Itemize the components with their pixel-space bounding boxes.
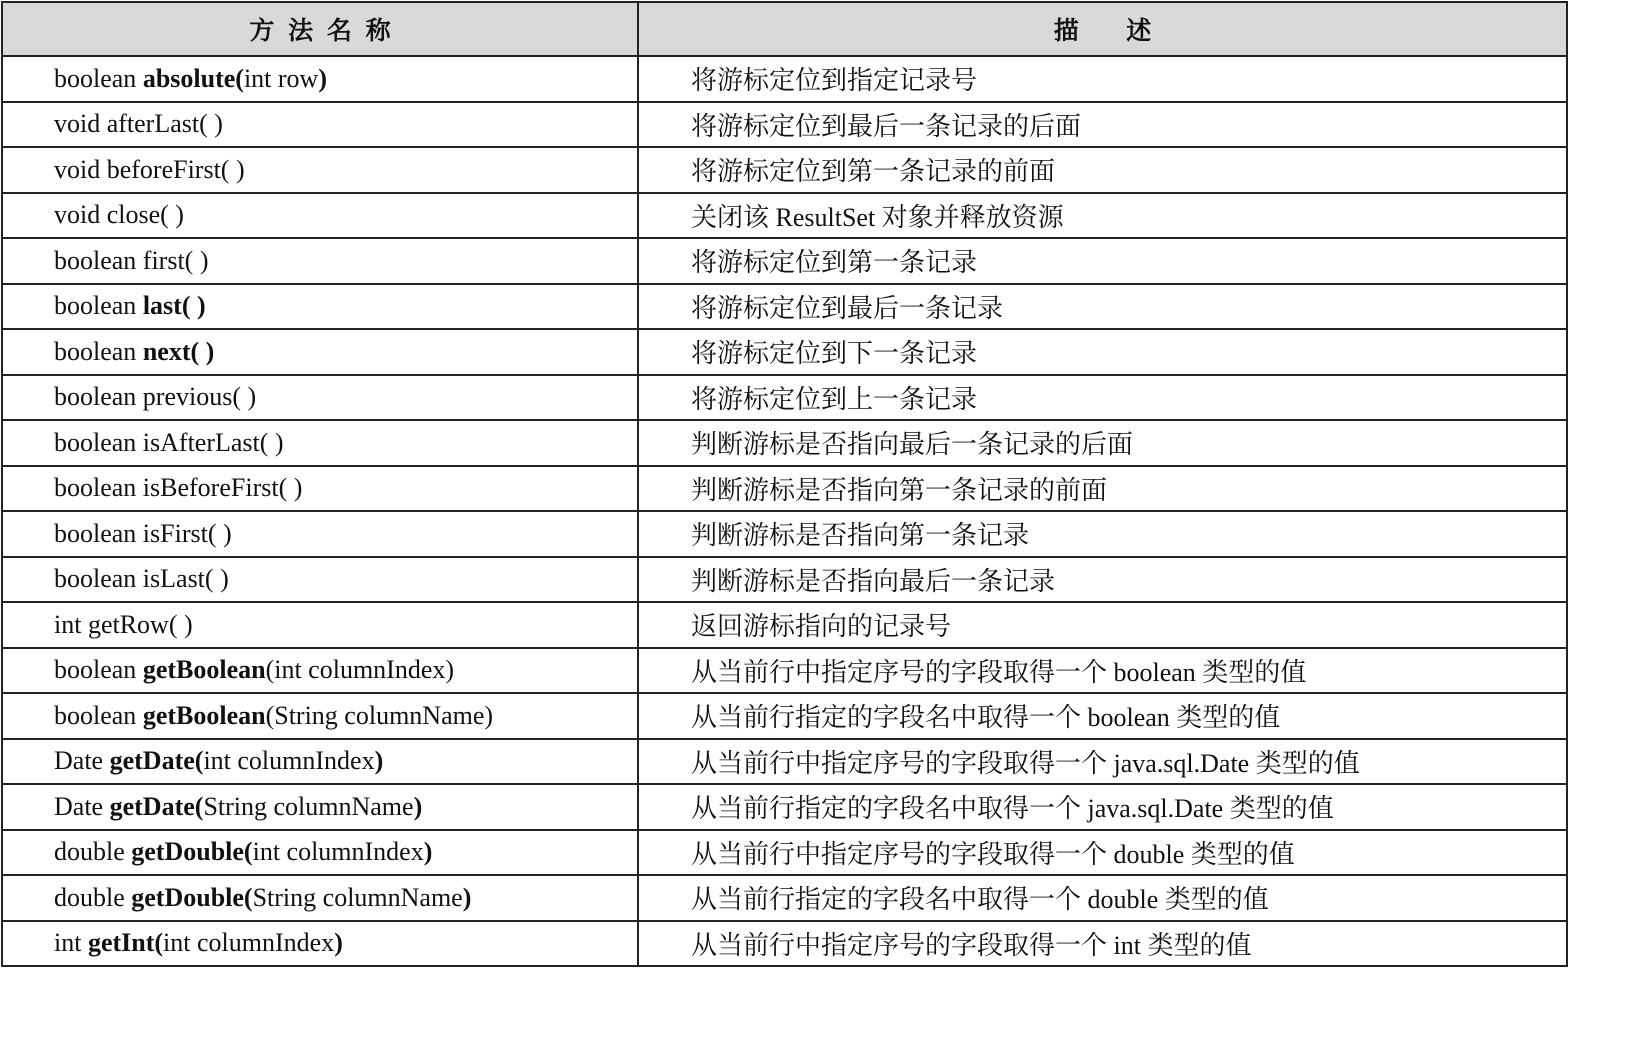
method-signature-bold-part: getDate( bbox=[109, 746, 204, 776]
method-signature-cell bbox=[2, 420, 638, 466]
method-signature-cell bbox=[2, 875, 638, 921]
method-signature-bold-part: ) bbox=[318, 63, 327, 93]
method-signature-part: void beforeFirst( ) bbox=[54, 154, 245, 184]
method-description-cell: 将游标定位到第一条记录 bbox=[638, 238, 1567, 284]
table-row bbox=[2, 875, 1567, 921]
method-description-cell: 将游标定位到下一条记录 bbox=[638, 329, 1567, 375]
method-signature-cell bbox=[2, 739, 638, 785]
method-description-cell: 判断游标是否指向最后一条记录的后面 bbox=[638, 420, 1567, 466]
description-column-header: 描述 bbox=[638, 2, 1567, 56]
table-row bbox=[2, 56, 1567, 102]
method-signature-part: boolean isBeforeFirst( ) bbox=[54, 473, 303, 503]
table-row bbox=[2, 329, 1567, 375]
table-row bbox=[2, 693, 1567, 739]
method-signature-part: double bbox=[54, 837, 132, 867]
table-row bbox=[2, 238, 1567, 284]
resultset-methods-table bbox=[1, 1, 1568, 967]
method-signature-bold-part: getDouble( bbox=[131, 837, 253, 867]
method-signature-cell bbox=[2, 693, 638, 739]
table-row bbox=[2, 921, 1567, 967]
method-signature-cell bbox=[2, 784, 638, 830]
method-description-cell: 将游标定位到上一条记录 bbox=[638, 375, 1567, 421]
method-signature-bold-part: ) bbox=[413, 791, 423, 821]
method-signature-cell bbox=[2, 329, 638, 375]
method-signature-bold-part: ) bbox=[374, 746, 384, 776]
method-signature-cell bbox=[2, 830, 638, 876]
table-row bbox=[2, 420, 1567, 466]
method-signature-cell bbox=[2, 602, 638, 648]
table-row bbox=[2, 784, 1567, 830]
table-row bbox=[2, 193, 1567, 239]
method-signature-part: (String columnName) bbox=[265, 700, 494, 730]
method-signature-cell bbox=[2, 375, 638, 421]
method-column-header: 方法名称 bbox=[2, 2, 638, 56]
method-signature-part: String columnName bbox=[252, 882, 463, 912]
method-signature-part: boolean bbox=[54, 700, 143, 730]
table-row bbox=[2, 602, 1567, 648]
method-signature-bold-part: getInt( bbox=[87, 928, 164, 958]
method-signature-bold-part: ) bbox=[462, 882, 472, 912]
method-signature-cell bbox=[2, 193, 638, 239]
method-signature-part: boolean first( ) bbox=[54, 245, 209, 275]
method-description-cell: 从当前行指定的字段名中取得一个 java.sql.Date 类型的值 bbox=[638, 784, 1567, 830]
method-signature-part: boolean isAfterLast( ) bbox=[54, 427, 284, 457]
method-signature-part: boolean isFirst( ) bbox=[54, 518, 232, 548]
method-signature-bold-part: getBoolean bbox=[142, 655, 266, 685]
method-signature-part: (int columnIndex) bbox=[265, 655, 455, 685]
method-description-cell: 从当前行中指定序号的字段取得一个 int 类型的值 bbox=[638, 921, 1567, 967]
table-header-row bbox=[2, 2, 1567, 56]
method-description-cell: 返回游标指向的记录号 bbox=[638, 602, 1567, 648]
method-signature-part: boolean bbox=[54, 63, 143, 93]
table-row bbox=[2, 102, 1567, 148]
table-row bbox=[2, 739, 1567, 785]
table-row bbox=[2, 648, 1567, 694]
method-description-cell: 从当前行指定的字段名中取得一个 boolean 类型的值 bbox=[638, 693, 1567, 739]
method-description-cell: 将游标定位到最后一条记录的后面 bbox=[638, 102, 1567, 148]
method-signature-cell bbox=[2, 511, 638, 557]
method-signature-cell bbox=[2, 466, 638, 512]
method-signature-bold-part: getDate( bbox=[109, 791, 204, 821]
method-signature-bold-part: ) bbox=[334, 928, 343, 958]
table-row bbox=[2, 830, 1567, 876]
method-description-cell: 判断游标是否指向最后一条记录 bbox=[638, 557, 1567, 603]
method-signature-part: void close( ) bbox=[54, 200, 184, 230]
method-description-cell: 关闭该 ResultSet 对象并释放资源 bbox=[638, 193, 1567, 239]
method-signature-part: boolean bbox=[54, 336, 143, 366]
method-signature-cell bbox=[2, 238, 638, 284]
method-description-cell: 从当前行中指定序号的字段取得一个 boolean 类型的值 bbox=[638, 648, 1567, 694]
method-description-cell: 将游标定位到第一条记录的前面 bbox=[638, 147, 1567, 193]
method-description-cell: 判断游标是否指向第一条记录的前面 bbox=[638, 466, 1567, 512]
table-row bbox=[2, 466, 1567, 512]
method-signature-part: int columnIndex bbox=[163, 928, 335, 958]
method-signature-bold-part: absolute( bbox=[142, 63, 244, 93]
method-signature-bold-part: last( ) bbox=[142, 291, 206, 321]
method-signature-cell bbox=[2, 56, 638, 102]
method-signature-part: Date bbox=[54, 746, 110, 776]
method-signature-bold-part: next( ) bbox=[142, 336, 215, 366]
table-body bbox=[2, 56, 1567, 966]
table-row bbox=[2, 511, 1567, 557]
method-description-cell: 判断游标是否指向第一条记录 bbox=[638, 511, 1567, 557]
method-description-cell: 从当前行中指定序号的字段取得一个 java.sql.Date 类型的值 bbox=[638, 739, 1567, 785]
method-signature-part: void afterLast( ) bbox=[54, 109, 223, 139]
method-signature-cell bbox=[2, 557, 638, 603]
table-row bbox=[2, 557, 1567, 603]
method-description-cell: 将游标定位到最后一条记录 bbox=[638, 284, 1567, 330]
method-signature-part: boolean bbox=[54, 291, 143, 321]
method-signature-part: int getRow( ) bbox=[54, 609, 193, 639]
method-description-cell: 将游标定位到指定记录号 bbox=[638, 56, 1567, 102]
method-signature-cell bbox=[2, 284, 638, 330]
method-signature-bold-part: ) bbox=[423, 837, 433, 867]
table-row bbox=[2, 147, 1567, 193]
table-row bbox=[2, 284, 1567, 330]
method-description-cell: 从当前行指定的字段名中取得一个 double 类型的值 bbox=[638, 875, 1567, 921]
method-signature-bold-part: getDouble( bbox=[131, 882, 253, 912]
method-signature-part: int bbox=[54, 928, 88, 958]
method-signature-cell bbox=[2, 648, 638, 694]
method-signature-cell bbox=[2, 921, 638, 967]
method-signature-part: Date bbox=[54, 791, 110, 821]
method-signature-bold-part: getBoolean bbox=[142, 700, 266, 730]
method-signature-part: int columnIndex bbox=[203, 746, 375, 776]
method-signature-part: double bbox=[54, 882, 132, 912]
method-signature-part: String columnName bbox=[203, 791, 414, 821]
method-signature-cell bbox=[2, 147, 638, 193]
table-row bbox=[2, 375, 1567, 421]
method-signature-part: int columnIndex bbox=[252, 837, 424, 867]
method-description-cell: 从当前行中指定序号的字段取得一个 double 类型的值 bbox=[638, 830, 1567, 876]
method-signature-part: boolean previous( ) bbox=[54, 382, 257, 412]
method-signature-part: boolean bbox=[54, 655, 143, 685]
method-signature-cell bbox=[2, 102, 638, 148]
method-signature-part: int row bbox=[243, 63, 319, 93]
method-signature-part: boolean isLast( ) bbox=[54, 564, 229, 594]
